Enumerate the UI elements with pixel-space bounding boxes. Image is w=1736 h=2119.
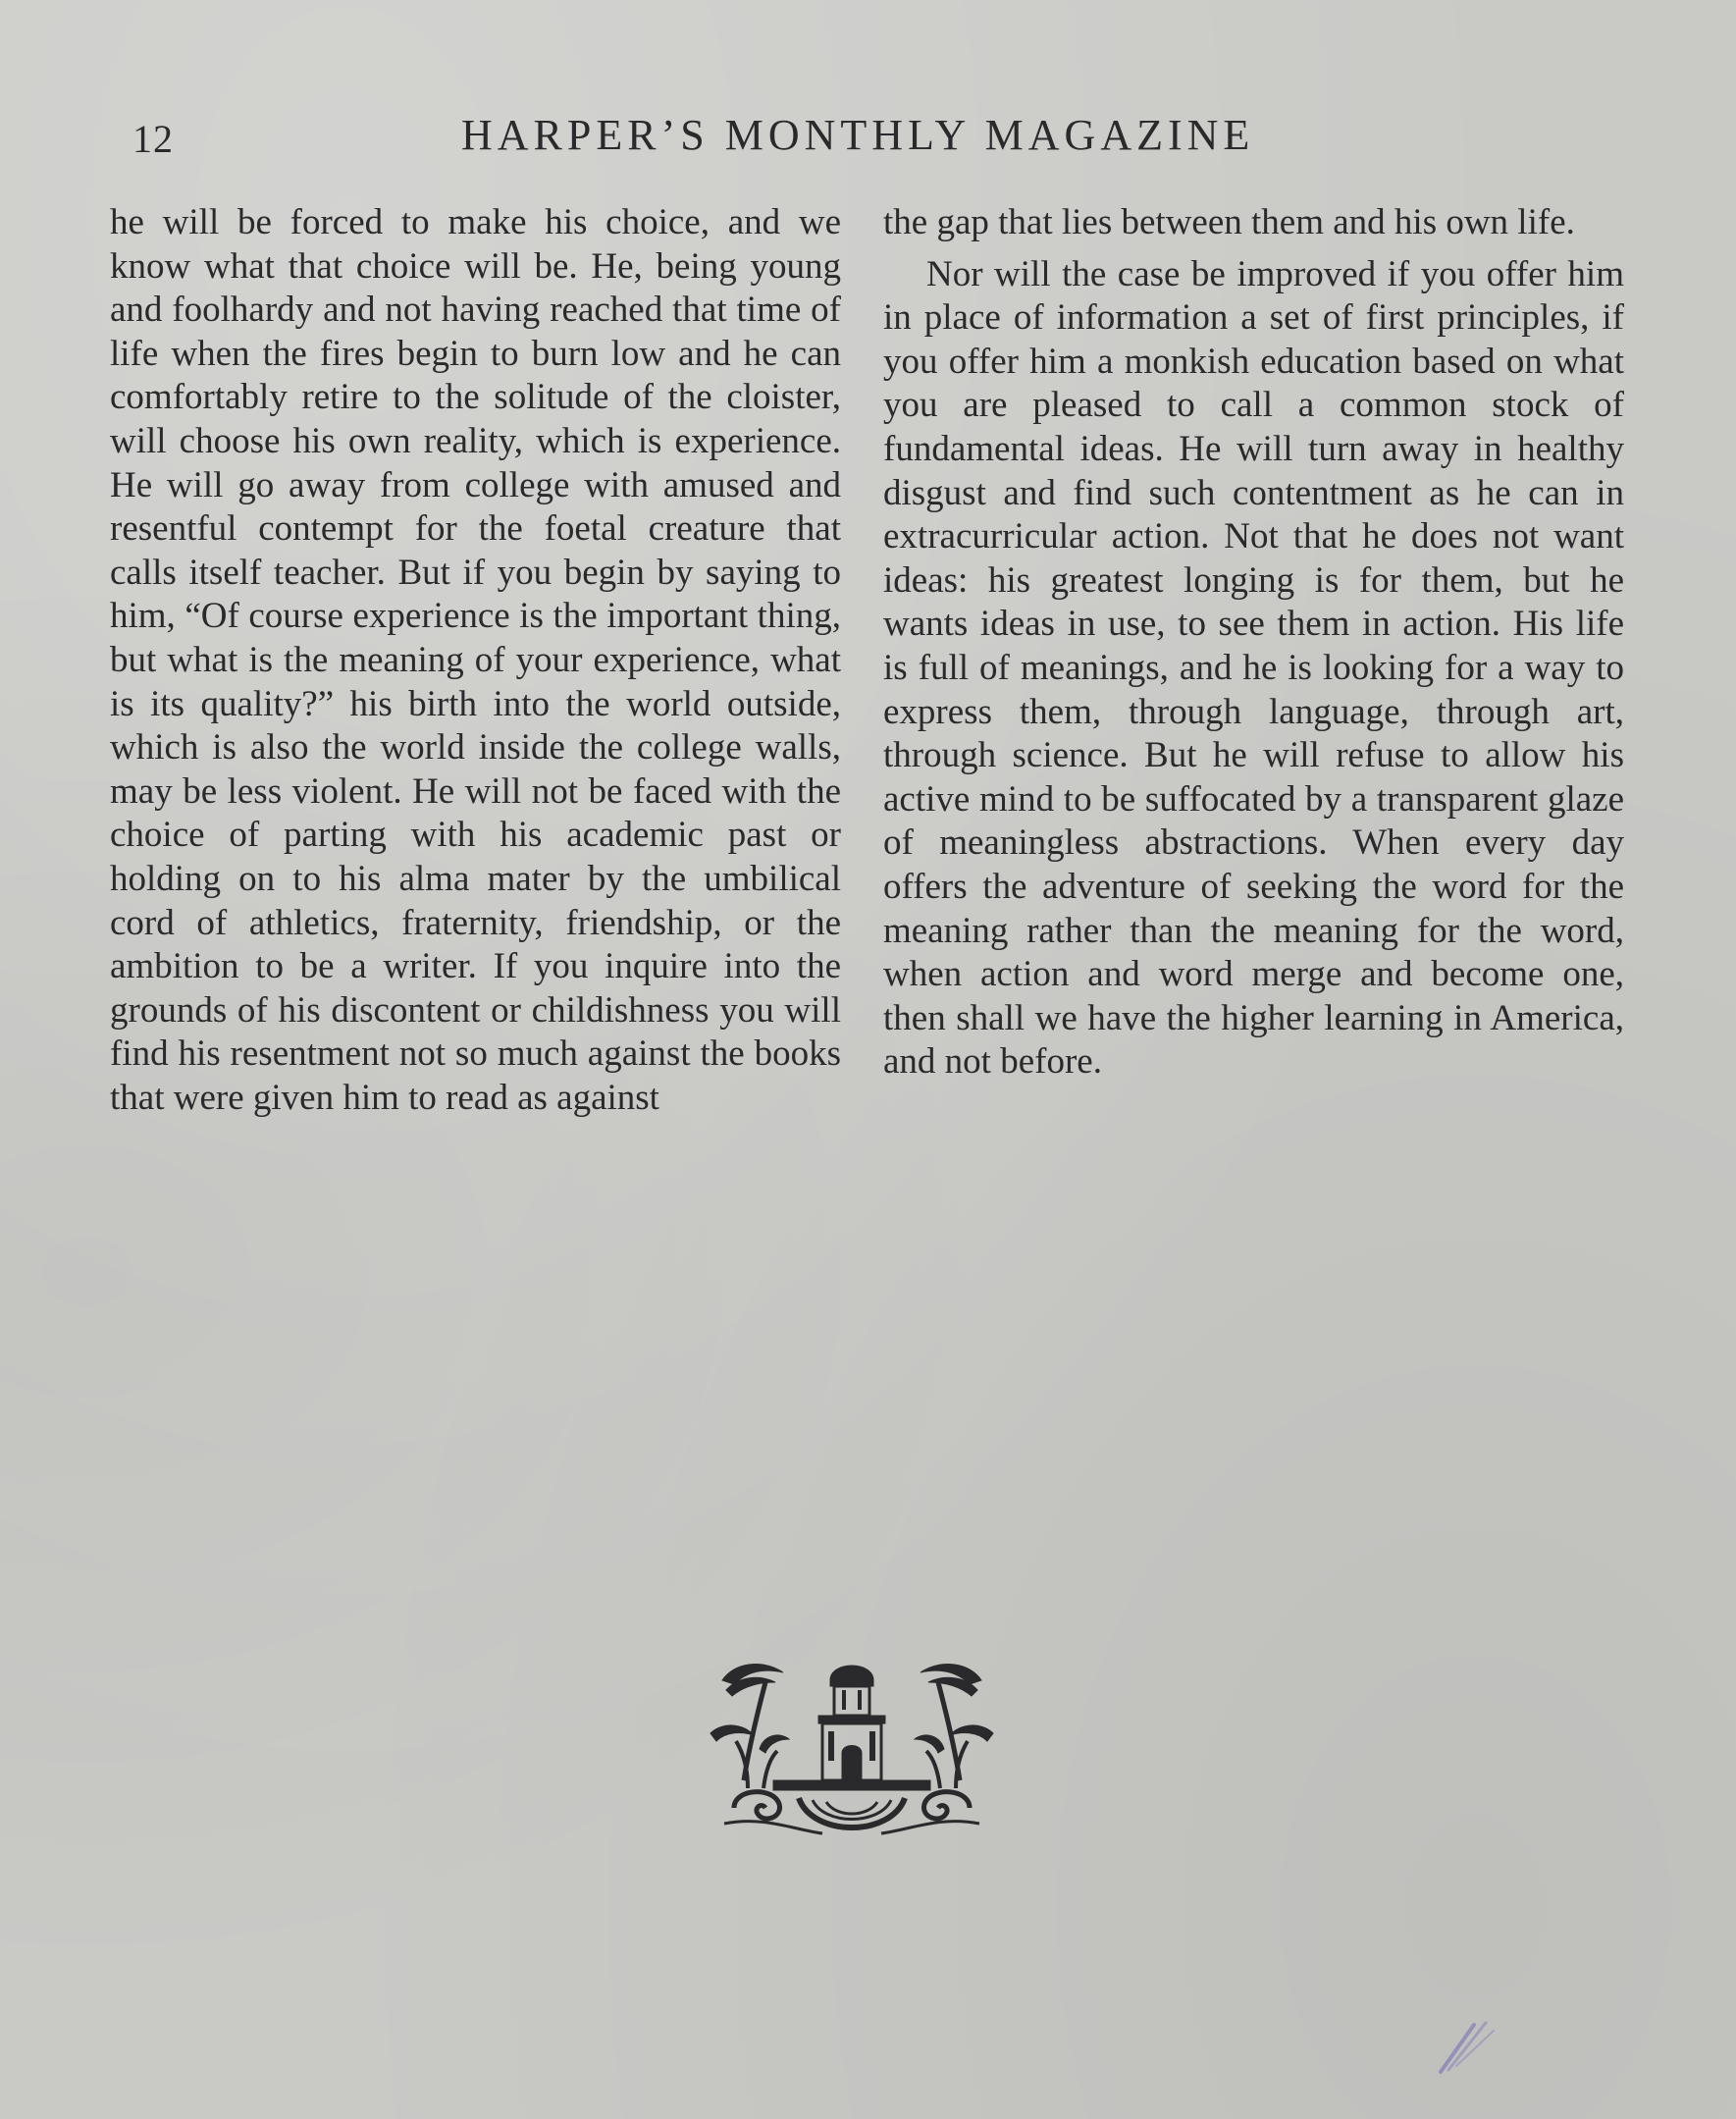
page-number: 12 <box>132 117 174 161</box>
right-column-paragraph: Nor will the case be improved if you offer him in place of information a set of first principles, if you offer him a monkish education based on what you are pleased to call a common stock of fundamental ideas. He will turn away in healthy disgust and find such contentment as he can in extracurricular action. Not that he does not want ideas: his greatest longing is for them, but he wants ideas in use, to see them in action. His life is full of meanings, and he is looking for a way to express them, through language, through art, through science. But he will refuse to allow his active mind to be suffocated by a transparent glaze of meaningless abstractions. When every day offers the adventure of seeking the word for the meaning rather than the meaning for the word, when action and word merge and become one, then shall we have the higher learning in America, and not before. <box>883 253 1624 1083</box>
running-head <box>0 110 1736 169</box>
left-text-column <box>110 201 841 1120</box>
right-text-column <box>883 201 1624 1085</box>
magazine-title: HARPER’S MONTHLY MAGAZINE <box>461 111 1255 159</box>
left-column-paragraph: he will be forced to make his choice, and we know what that choice will be. He, being young and foolhardy and not having reached that time of life when the fires begin to burn low and he can comfortably retire to the solitude of the cloister, will choose his own reality, which is experience. He will go away from college with amused and resentful contempt for the foetal creature that calls itself teacher. But if you begin by saying to him, “Of course experience is the important thing, but what is the meaning of your experience, what is its quality?” his birth into the world outside, which is also the world inside the college walls, may be less violent. He will not be faced with the choice of parting with his academic past or holding on to his alma mater by the umbilical cord of athletics, fraternity, friendship, or the ambition to be a writer. If you inquire into the grounds of his discontent or childishness you will find his resentment not so much against the books that were given him to read as against <box>110 202 841 1118</box>
ink-smudge-mark <box>1435 2017 1503 2076</box>
right-column-paragraph-continued: the gap that lies between them and his own life. <box>883 202 1575 242</box>
tailpiece-ornament-icon <box>705 1651 999 1843</box>
